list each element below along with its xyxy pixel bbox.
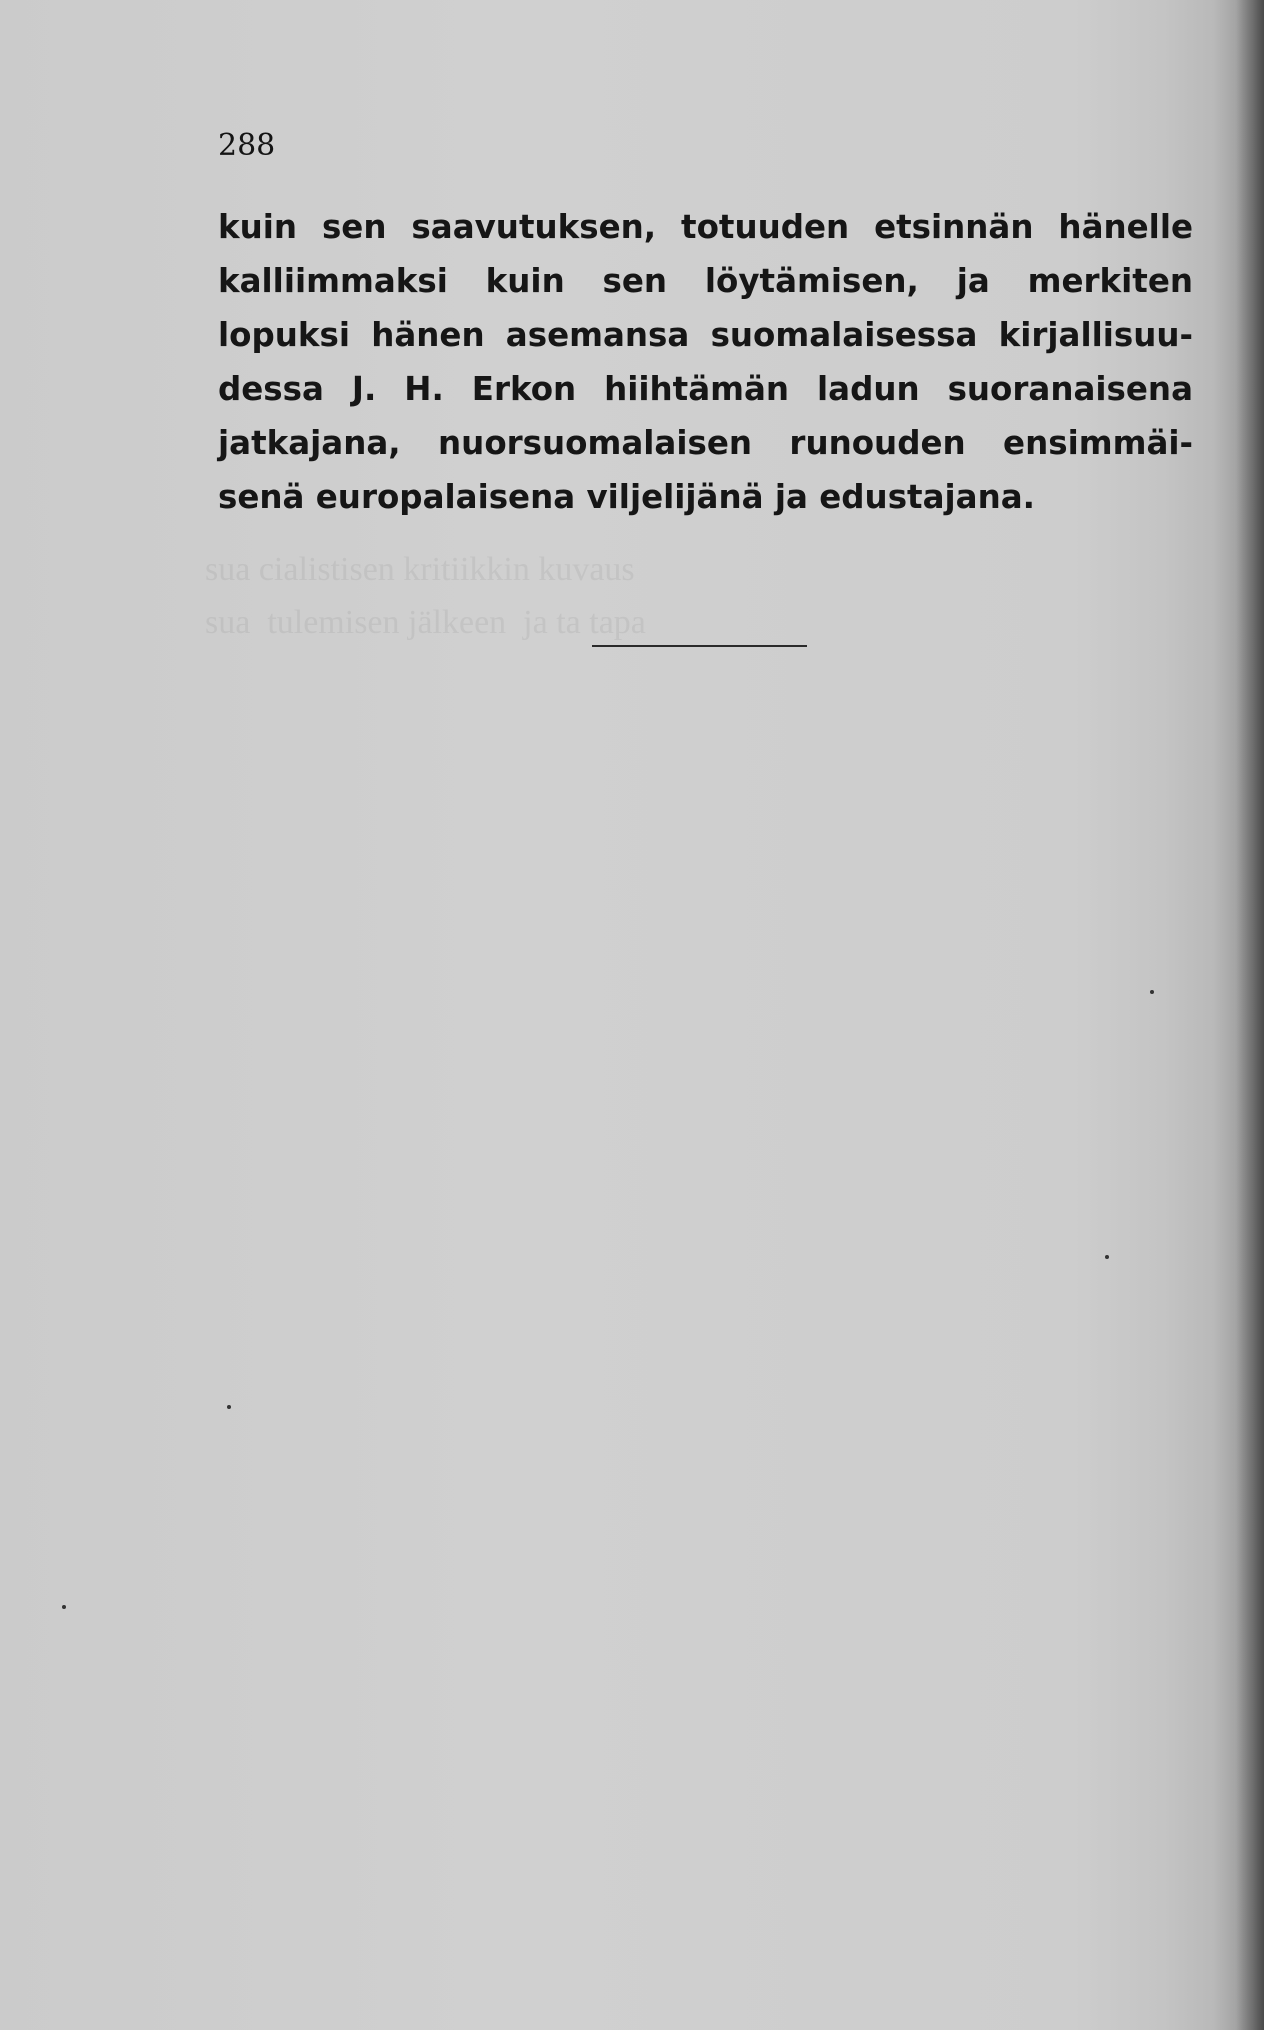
paragraph xyxy=(218,200,1193,524)
text-line: senä europalaisena viljelijänä ja edustajana. xyxy=(218,478,1035,516)
show-through-text: sua cialistisen kritiikkin kuvaus sua tulemisen jälkeen ja ta tapa xyxy=(205,551,646,641)
paper-speck xyxy=(1105,1255,1109,1259)
page-number: 288 xyxy=(218,128,276,163)
paper-speck xyxy=(62,1605,66,1609)
text-line: lopuksi hänen asemansa suomalaisessa kirjallisuu- xyxy=(218,316,1193,354)
paper-speck xyxy=(1150,990,1154,994)
text-line: kuin sen saavutuksen, totuuden etsinnän hänelle xyxy=(218,208,1193,246)
text-line: jatkajana, nuorsuomalaisen runouden ensimmäi- xyxy=(218,424,1193,462)
binding-shadow xyxy=(1236,0,1264,2030)
section-divider xyxy=(592,645,807,647)
text-line: dessa J. H. Erkon hiihtämän ladun suoranaisena xyxy=(218,370,1193,408)
text-line: kalliimmaksi kuin sen löytämisen, ja merkiten xyxy=(218,262,1193,300)
paper-speck xyxy=(227,1405,231,1409)
